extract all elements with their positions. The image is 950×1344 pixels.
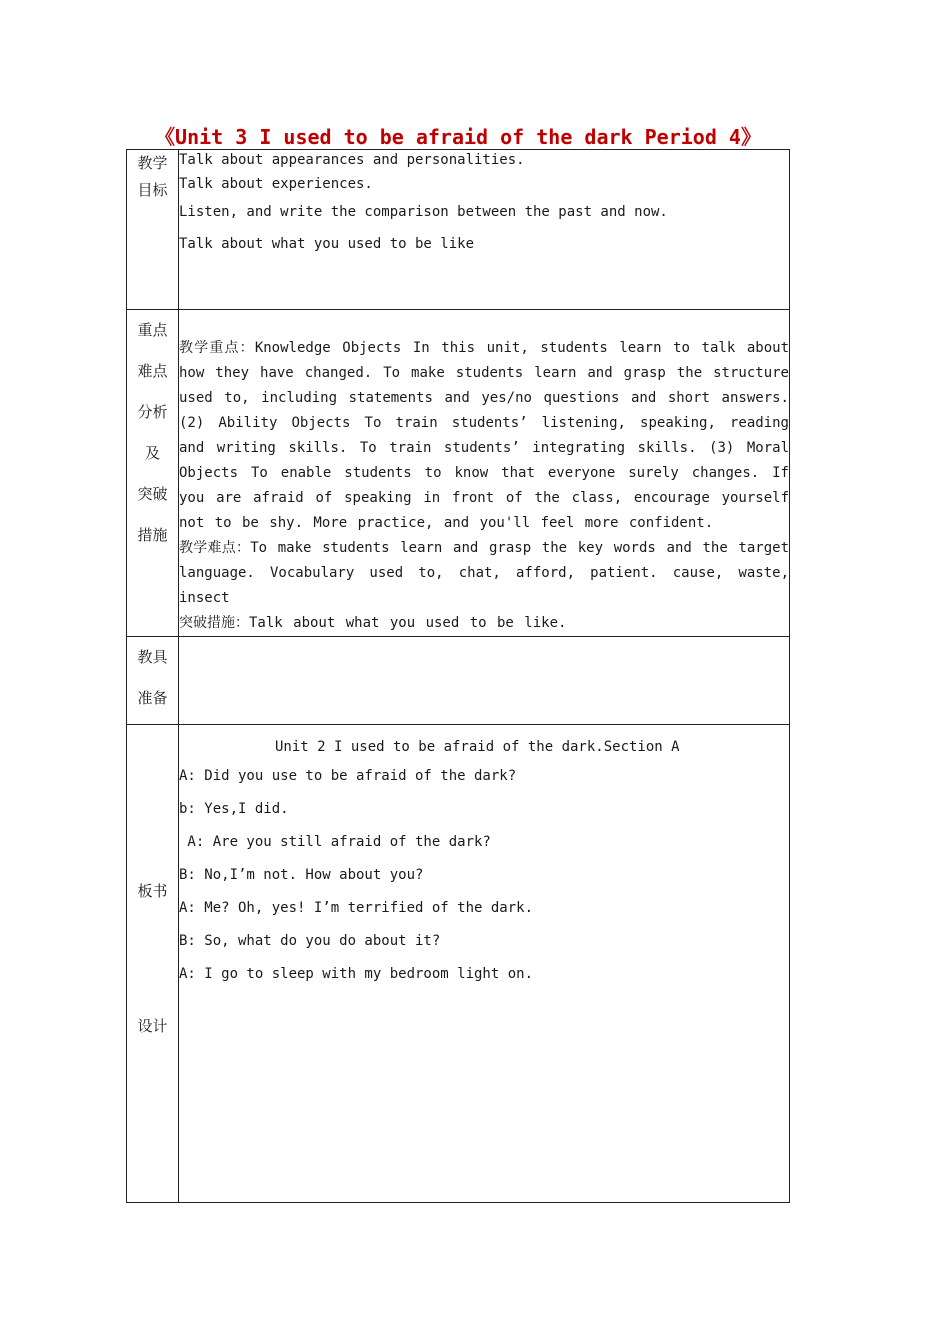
focus-difficulty-content — [179, 310, 790, 637]
board-heading: Unit 2 I used to be afraid of the dark.Section A — [275, 739, 680, 755]
board-design-content — [179, 725, 790, 1203]
label-text: 教学 — [137, 154, 168, 172]
dialogue-line: A: Me? Oh, yes! I’m terrified of the dark. — [179, 900, 534, 916]
difficult-points-text: To make students learn and grasp the key words and the target language. Vocabulary used to, chat, afford, patient. cause, waste, insect — [179, 540, 789, 606]
label-text: 措施 — [137, 526, 168, 544]
measures-text: Talk about what you used to be like. — [249, 615, 567, 631]
focus-difficulty-label — [127, 310, 179, 637]
difficult-points-paragraph — [179, 536, 789, 611]
dialogue-line: A: I go to sleep with my bedroom light on. — [179, 966, 534, 982]
difficult-points-label: 教学难点： — [179, 540, 251, 556]
dialogue-line: A: Are you still afraid of the dark? — [179, 834, 491, 850]
focus-difficulty-row — [127, 310, 790, 637]
teaching-goals-row — [127, 150, 790, 310]
teaching-aids-label — [127, 637, 179, 725]
label-text: 难点 — [137, 362, 168, 380]
goal-line: Listen, and write the comparison between the past and now. — [179, 204, 668, 220]
label-text: 重点 — [137, 321, 168, 339]
teaching-goals-content — [179, 150, 790, 310]
measures-label: 突破措施： — [179, 615, 249, 631]
label-text: 教具 — [137, 648, 168, 666]
goal-line: Talk about experiences. — [179, 176, 373, 192]
lesson-plan-table — [126, 149, 790, 1203]
key-points-text: Knowledge Objects In this unit, students learn to talk about how they have changed. To make students learn and grasp the structure used to, including statements and yes/no questions and short answers. (2) Ability Objects To train students’ listening, speaking, reading and writing skills. To train students’ integrating skills. (3) Moral Objects To enable students to know that everyone surely changes. If you are afraid of speaking in front of the class, encourage yourself not to be shy. More practice, and you'll feel more confident. — [179, 340, 789, 531]
board-design-label — [127, 725, 179, 1203]
teaching-aids-content — [179, 637, 790, 725]
label-text: 分析 — [137, 403, 168, 421]
label-text: 及 — [144, 444, 160, 462]
dialogue-line: b: Yes,I did. — [179, 801, 289, 817]
teaching-goals-label — [127, 150, 179, 310]
label-text: 目标 — [137, 181, 168, 199]
document-title: 《Unit 3 I used to be afraid of the dark Period 4》 — [155, 125, 761, 149]
teaching-aids-row — [127, 637, 790, 725]
goal-line: Talk about appearances and personalities. — [179, 152, 525, 168]
label-text: 突破 — [137, 485, 168, 503]
dialogue-line: A: Did you use to be afraid of the dark? — [179, 768, 517, 784]
key-points-label: 教学重点： — [179, 340, 255, 356]
board-design-row — [127, 725, 790, 1203]
measures-paragraph — [179, 611, 789, 636]
label-text: 设计 — [137, 1017, 168, 1035]
goal-line: Talk about what you used to be like — [179, 236, 475, 252]
label-text: 板书 — [137, 882, 168, 900]
dialogue-line: B: No,I’m not. How about you? — [179, 867, 424, 883]
dialogue-line: B: So, what do you do about it? — [179, 933, 441, 949]
label-text: 准备 — [137, 689, 168, 707]
key-points-paragraph — [179, 336, 789, 536]
